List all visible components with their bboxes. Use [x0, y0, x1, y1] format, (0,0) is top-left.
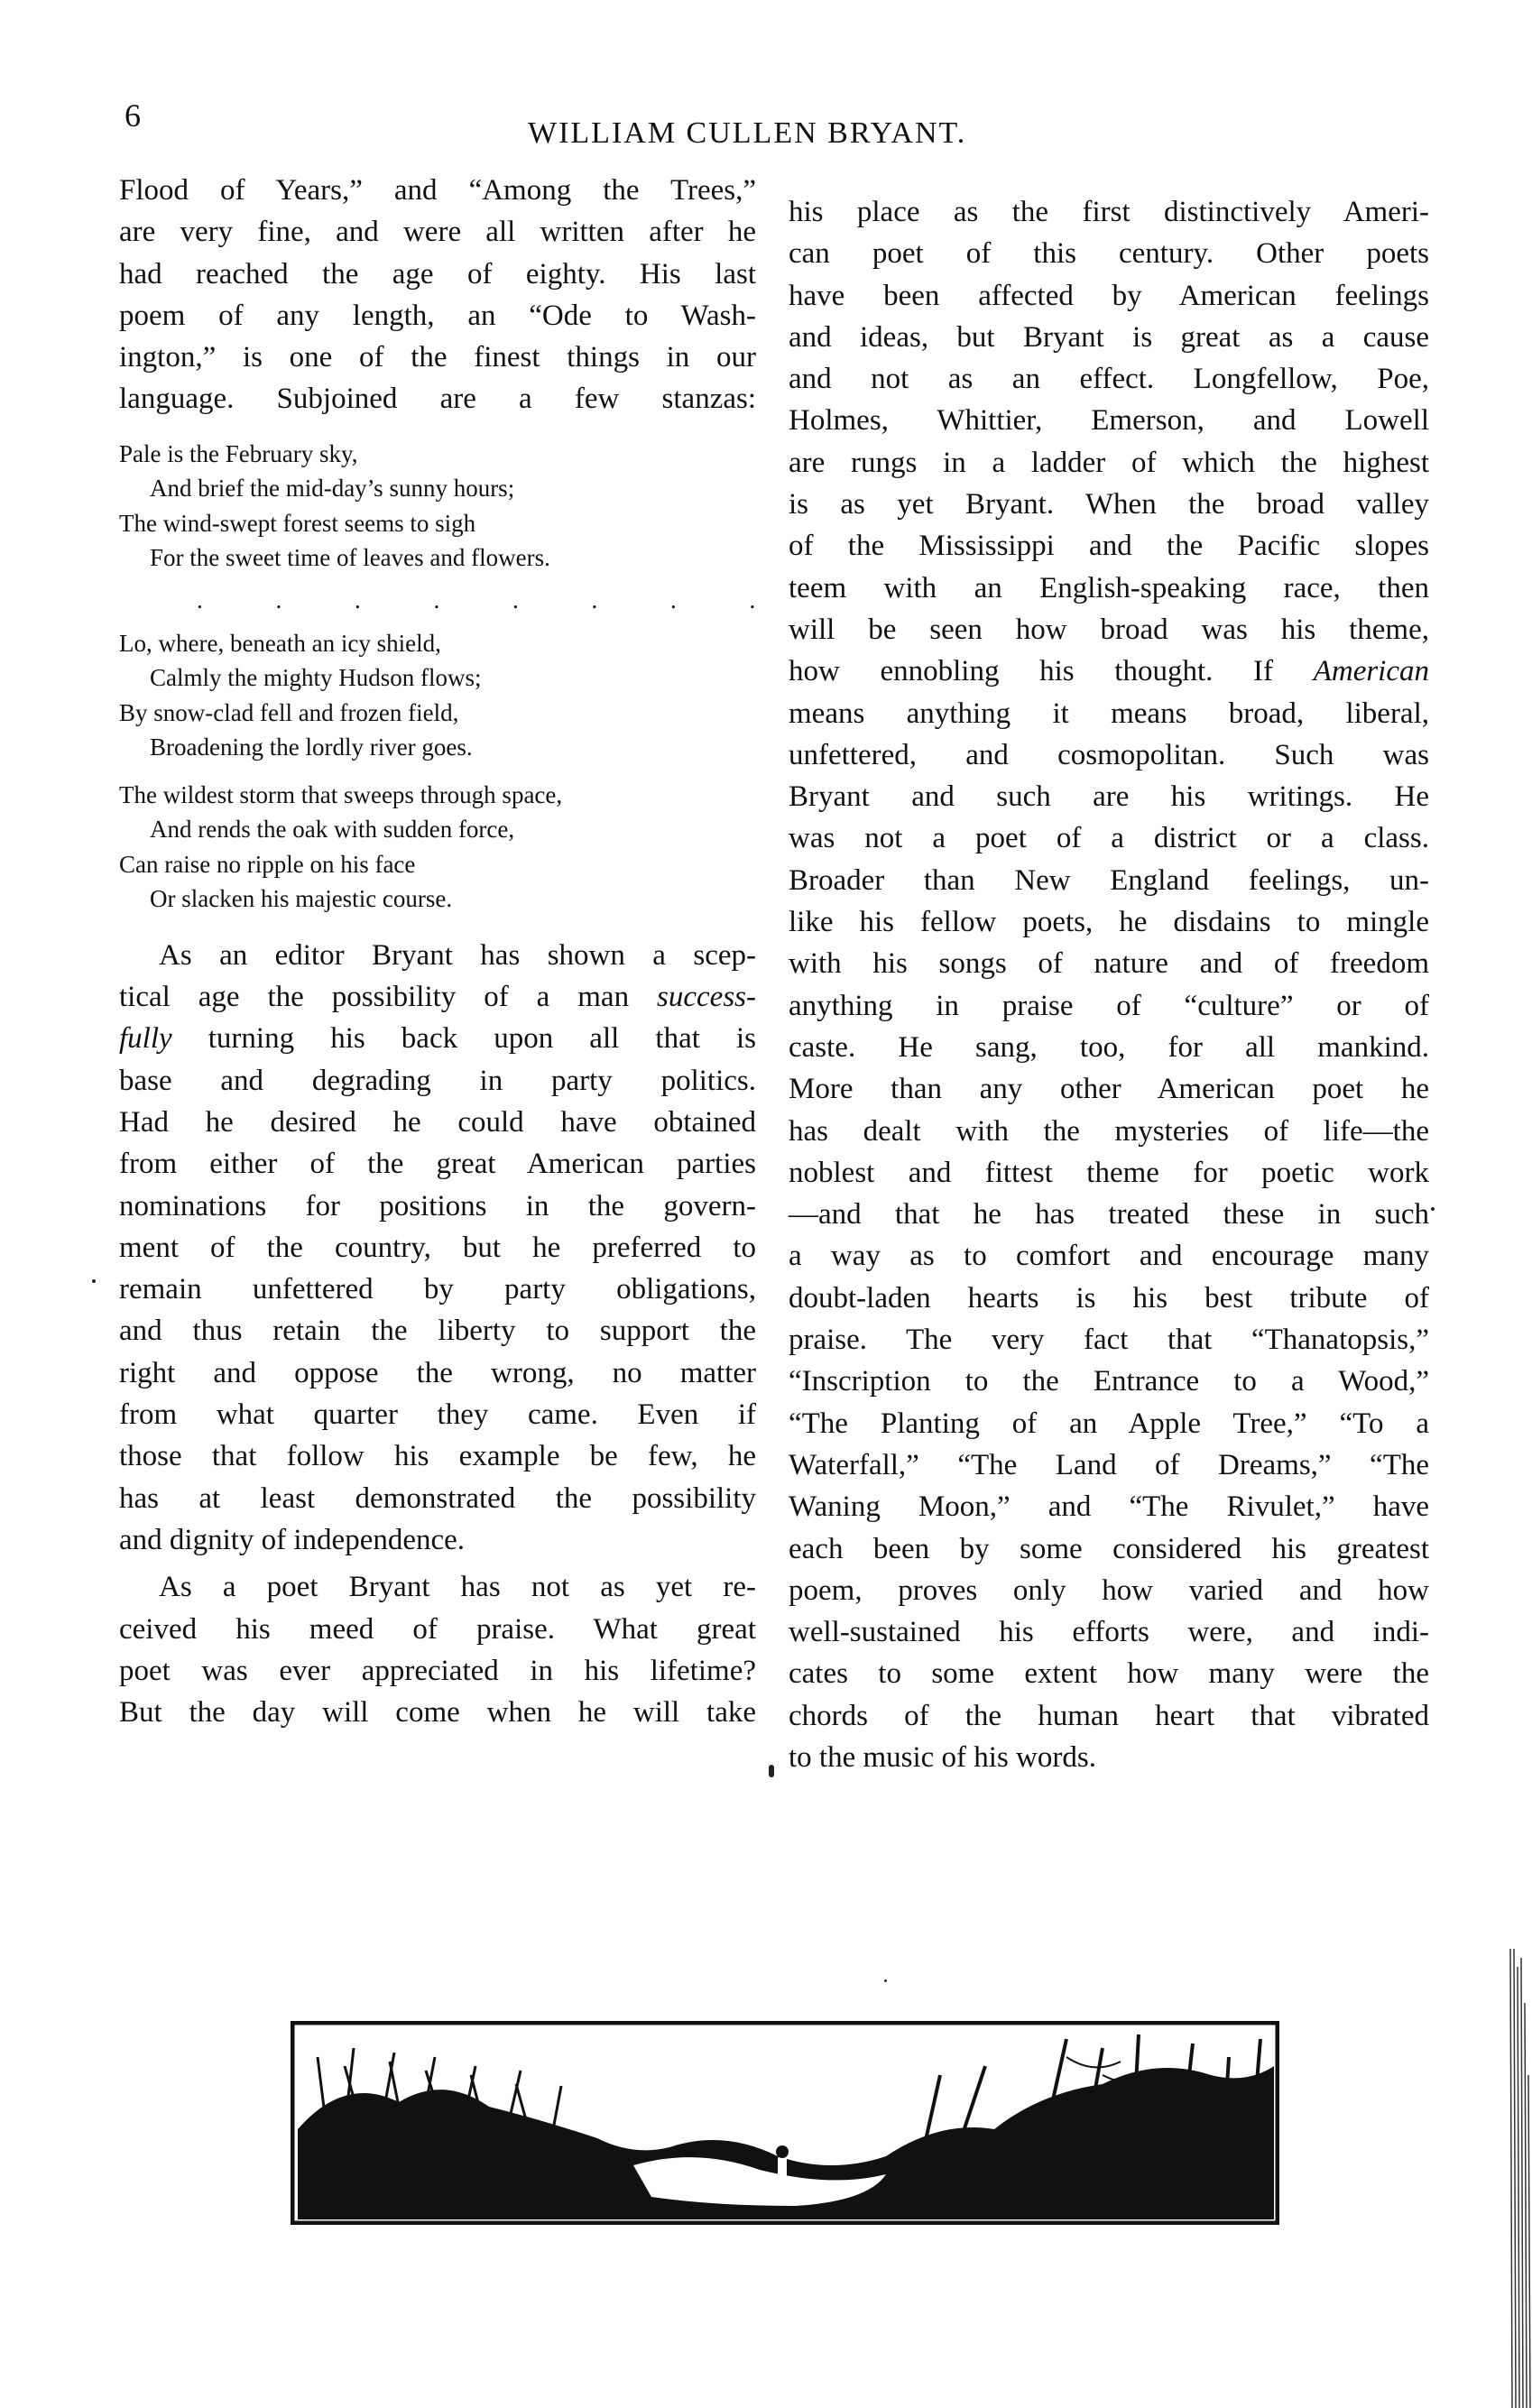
- text-line: right and oppose the wrong, no matter: [119, 1356, 756, 1389]
- verse-line: And rends the oak with sudden force,: [150, 816, 515, 844]
- text-line: teem with an English-speaking race, then: [789, 571, 1429, 604]
- text-line: and not as an effect. Longfellow, Poe,: [789, 363, 1429, 396]
- landscape-vignette-illustration: [291, 2021, 1279, 2225]
- text-line: cates to some extent how many were the: [789, 1657, 1429, 1691]
- text-line: poem of any length, an “Ode to Wash-: [119, 299, 756, 332]
- text-line: each been by some considered his greatest: [789, 1532, 1429, 1565]
- text-line: has dealt with the mysteries of life—the: [789, 1114, 1429, 1148]
- text-line: Had he desired he could have obtained: [119, 1105, 756, 1139]
- text-line: and ideas, but Bryant is great as a cause: [789, 320, 1429, 354]
- page-number: 6: [125, 97, 141, 134]
- text-line: well-sustained his efforts were, and indi-: [789, 1616, 1429, 1649]
- stray-ink-mark: [884, 1979, 887, 1982]
- text-line: Waning Moon,” and “The Rivulet,” have: [789, 1490, 1429, 1524]
- text-line: Flood of Years,” and “Among the Trees,”: [119, 174, 756, 207]
- text-line: But the day will come when he will take: [119, 1696, 756, 1730]
- text-line: from either of the great American parties: [119, 1148, 756, 1181]
- text-line: remain unfettered by party obligations,: [119, 1273, 756, 1306]
- text-line: had reached the age of eighty. His last: [119, 257, 756, 291]
- text-line: Bryant and such are his writings. He: [789, 780, 1429, 814]
- stray-ink-mark: [1431, 1207, 1435, 1211]
- text-line: Waterfall,” “The Land of Dreams,” “The: [789, 1448, 1429, 1481]
- text-line: language. Subjoined are a few stanzas:: [119, 383, 756, 416]
- italic-word: fully: [119, 1022, 172, 1056]
- text-line: praise. The very fact that “Thanatopsis,”: [789, 1324, 1429, 1357]
- text-line: his place as the first distinctively Ameri-: [789, 196, 1429, 228]
- text-line: ington,” is one of the finest things in our: [119, 341, 756, 374]
- left-column: [119, 170, 789, 1733]
- text-line: —and that he has treated these in such: [789, 1198, 1429, 1232]
- text-line: doubt-laden hearts is his best tribute of: [789, 1281, 1429, 1315]
- text-line: has at least demonstrated the possibility: [119, 1481, 756, 1515]
- verse-line: For the sweet time of leaves and flowers.: [150, 544, 550, 572]
- text-line: a way as to comfort and encourage many: [789, 1240, 1429, 1273]
- text-line: “The Planting of an Apple Tree,” “To a: [789, 1407, 1429, 1440]
- text-line: like his fellow poets, he disdains to mingle: [789, 906, 1429, 939]
- right-column: [789, 191, 1429, 1778]
- poem-stanza-1: [119, 437, 756, 576]
- text-line: was not a poet of a district or a class.: [789, 822, 1429, 855]
- italic-word: success-: [657, 981, 756, 1014]
- text-line: and dignity of independence.: [119, 1523, 466, 1556]
- poem-ellipsis: . . . . . . . .: [197, 586, 789, 614]
- verse-line: By snow-clad fell and frozen field,: [119, 698, 459, 726]
- poet-paragraph: [119, 1566, 756, 1733]
- poem-stanza-3: [119, 778, 756, 917]
- text-line: and thus retain the liberty to support the: [119, 1315, 756, 1348]
- text-line: can poet of this century. Other poets: [789, 237, 1429, 271]
- text-line: are rungs in a ladder of which the highest: [789, 446, 1429, 479]
- verse-line: Can raise no ripple on his face: [119, 850, 416, 878]
- stray-ink-mark: [92, 1279, 96, 1283]
- text-line: anything in praise of “culture” or of: [789, 989, 1429, 1022]
- text-line: noblest and fittest theme for poetic work: [789, 1156, 1429, 1189]
- text-line: with his songs of nature and of freedom: [789, 947, 1429, 981]
- page-edge-shadow: [1501, 1949, 1532, 2408]
- verse-line: The wind-swept forest seems to sigh: [119, 509, 476, 537]
- text-line: nominations for positions in the govern-: [119, 1189, 756, 1222]
- verse-line: Lo, where, beneath an icy shield,: [119, 629, 441, 657]
- text-line: Holmes, Whittier, Emerson, and Lowell: [789, 404, 1429, 438]
- verse-line: Calmly the mighty Hudson flows;: [150, 664, 482, 692]
- text-line: “Inscription to the Entrance to a Wood,”: [789, 1365, 1429, 1398]
- verse-line: Broadening the lordly river goes.: [150, 733, 473, 761]
- text-line: poet was ever appreciated in his lifetime?: [119, 1654, 756, 1687]
- verse-line: Pale is the February sky,: [119, 439, 358, 467]
- text-fragment: turning his back upon all that is: [171, 1022, 756, 1056]
- text-line: unfettered, and cosmopolitan. Such was: [789, 738, 1429, 771]
- text-line: from what quarter they came. Even if: [119, 1398, 756, 1432]
- text-line: have been affected by American feelings: [789, 279, 1429, 312]
- text-line: means anything it means broad, liberal,: [789, 697, 1429, 730]
- text-line: [789, 650, 1429, 692]
- text-line: those that follow his example be few, he: [119, 1440, 756, 1473]
- text-line: base and degrading in party politics.: [119, 1064, 756, 1097]
- text-line: As an editor Bryant has shown a scep-: [159, 938, 756, 972]
- continued-paragraph: [789, 191, 1429, 1778]
- poem-stanza-2: [119, 626, 756, 765]
- text-line: [119, 1018, 756, 1059]
- text-line: chords of the human heart that vibrated: [789, 1699, 1429, 1732]
- text-line: [119, 976, 756, 1018]
- text-fragment: how ennobling his thought. If: [789, 655, 1314, 688]
- intro-paragraph: [119, 170, 756, 420]
- text-line: to the music of his words.: [789, 1740, 1096, 1774]
- text-line: Broader than New England feelings, un-: [789, 863, 1429, 897]
- text-line: will be seen how broad was his theme,: [789, 613, 1429, 646]
- text-line: is as yet Bryant. When the broad valley: [789, 488, 1429, 521]
- text-line: More than any other American poet he: [789, 1073, 1429, 1106]
- text-line: caste. He sang, too, for all mankind.: [789, 1030, 1429, 1064]
- text-line: ceived his meed of praise. What great: [119, 1612, 756, 1646]
- italic-word: American: [1313, 655, 1429, 688]
- stray-ink-mark: [769, 1765, 774, 1777]
- verse-line: The wildest storm that sweeps through space,: [119, 780, 563, 808]
- text-line: of the Mississippi and the Pacific slopes: [789, 530, 1429, 563]
- text-fragment: tical age the possibility of a man: [119, 981, 658, 1014]
- text-line: ment of the country, but he preferred to: [119, 1231, 756, 1264]
- text-line: are very fine, and were all written after he: [119, 216, 756, 249]
- text-line: poem, proves only how varied and how: [789, 1573, 1429, 1607]
- verse-line: And brief the mid-day’s sunny hours;: [150, 475, 515, 503]
- running-head: WILLIAM CULLEN BRYANT.: [528, 116, 967, 150]
- editor-paragraph: [119, 935, 756, 1561]
- text-line: As a poet Bryant has not as yet re-: [159, 1571, 756, 1604]
- verse-line: Or slacken his majestic course.: [150, 885, 453, 913]
